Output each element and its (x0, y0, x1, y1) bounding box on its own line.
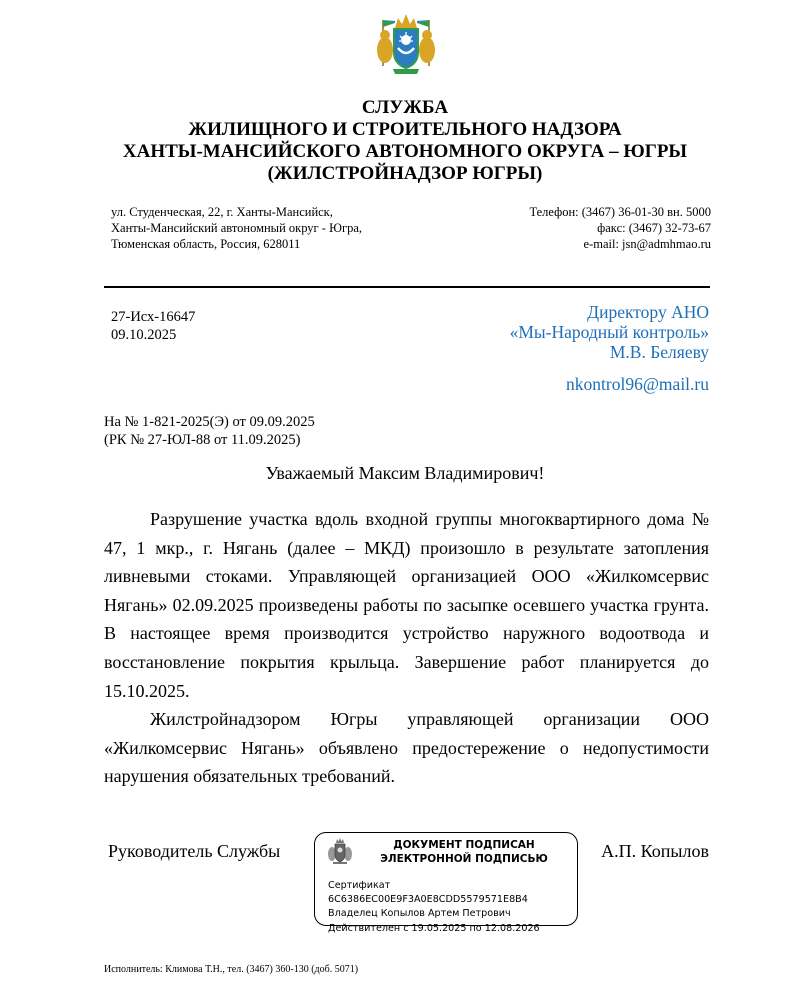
executor-info: Исполнитель: Климова Т.Н., тел. (3467) 360-130 (доб. 5071) (104, 964, 359, 975)
certificate-number: 6C6386EC00E9F3A0E8CDD5579571E8B4 (328, 894, 528, 906)
email-line: e-mail: jsn@admhmao.ru (583, 237, 711, 251)
signatory-name: А.П. Копылов (601, 841, 709, 861)
stamp-coat-of-arms-icon (327, 837, 353, 865)
greeting: Уважаемый Максим Владимирович! (265, 463, 545, 483)
reply-reference (104, 413, 315, 449)
stamp-heading-line: ДОКУМЕНТ ПОДПИСАН (393, 839, 535, 851)
fax-line: факс: (3467) 32-73-67 (597, 221, 711, 235)
body-paragraph: Разрушение участка вдоль входной группы многоквартирного дома № 47, 1 мкр., г. Нягань (далее – МКД) произошло в результате затопления ливневыми стоками. Управляющей организацией ООО «Жилкомсервис Нягань» 02.09.2025 произведены работы по засыпке осевшего участка грунта. В настоящее время производится устройство наружного водоотвода и восстановление покрытия крыльца. Завершение работ планируется до 15.10.2025. (104, 509, 709, 701)
reply-reference-line: На № 1-821-2025(Э) от 09.09.2025 (104, 414, 315, 430)
certificate-owner: Владелец Копылов Артем Петрович (328, 908, 511, 920)
addressee-line: «Мы-Народный контроль» (509, 322, 709, 342)
body-paragraph: Жилстройнадзором Югры управляющей организации ООО «Жилкомсервис Нягань» объявлено предостережение о недопустимости нарушения обязательных требований. (104, 709, 709, 787)
signatory-role: Руководитель Службы (108, 841, 281, 861)
title-line: ЖИЛИЩНОГО И СТРОИТЕЛЬНОГО НАДЗОРА (188, 119, 622, 140)
certificate-validity: Действителен с 19.05.2025 по 12.08.2026 (328, 922, 540, 934)
title-line: СЛУЖБА (361, 97, 449, 118)
stamp-heading-line: ЭЛЕКТРОННОЙ ПОДПИСЬЮ (380, 853, 548, 865)
reply-reference-line: (РК № 27-ЮЛ-88 от 11.09.2025) (104, 432, 301, 448)
registration-date: 09.10.2025 (111, 327, 177, 343)
organization-address (111, 204, 362, 252)
electronic-signature-stamp (314, 832, 578, 934)
stamp-details (328, 879, 540, 936)
addressee-block (510, 302, 709, 394)
addressee-email: nkontrol96@mail.ru (566, 374, 709, 394)
registration-number: 27-Исх-16647 (111, 309, 196, 325)
addressee-line: М.В. Беляеву (609, 342, 709, 362)
phone-line: Телефон: (3467) 36-01-30 вн. 5000 (529, 205, 711, 219)
address-line: Тюменская область, Россия, 628011 (111, 237, 301, 251)
address-line: ул. Студенческая, 22, г. Ханты-Мансийск, (111, 205, 333, 219)
title-line: ХАНТЫ-МАНСИЙСКОГО АВТОНОМНОГО ОКРУГА – ЮГРЫ (122, 141, 688, 162)
registration-block (111, 308, 195, 344)
address-line: Ханты-Мансийский автономный округ - Югра, (111, 221, 362, 235)
organization-contacts (529, 204, 711, 252)
stamp-heading (359, 838, 569, 866)
addressee-line: Директору АНО (587, 302, 709, 322)
coat-of-arms-icon (371, 8, 441, 78)
organization-title (100, 97, 710, 185)
header-divider (104, 286, 710, 288)
letter-body (104, 505, 709, 791)
certificate-label: Сертификат (328, 880, 391, 891)
title-line: (ЖИЛСТРОЙНАДЗОР ЮГРЫ) (267, 163, 543, 184)
